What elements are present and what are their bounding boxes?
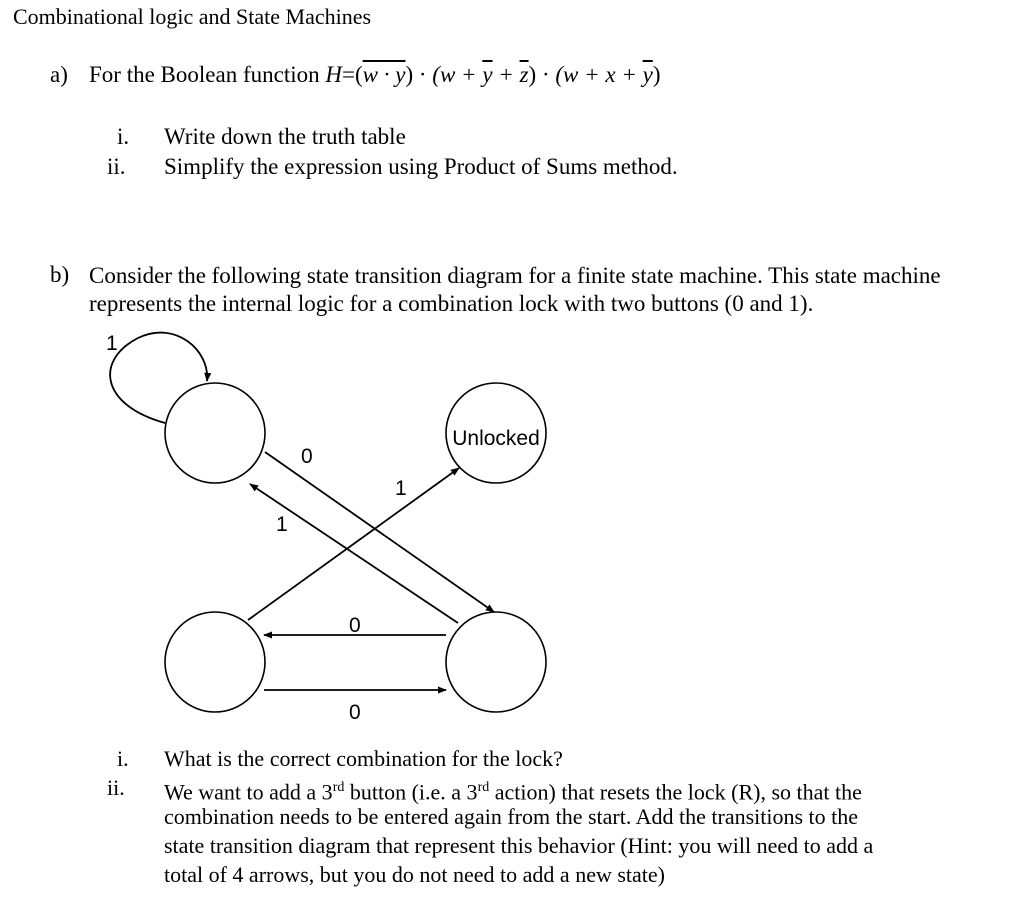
state-top-left [165,383,265,483]
item-b-ii-number: ii. [107,775,125,800]
arrow-bl-to-unlocked [248,468,459,620]
item-b-ii-part-1: We want to add a 3 [164,779,333,805]
question-a-label: a) [50,62,68,87]
state-bottom-right [446,612,546,712]
superscript-rd-1: rd [332,780,345,795]
item-a-i-number: i. [117,124,130,149]
factor-3-close: ) [652,62,661,87]
factor-1-open: ( [354,62,363,87]
question-a-intro: For the Boolean function [89,62,326,87]
bl-to-unlocked-label: 1 [395,477,407,500]
unlocked-state-label: Unlocked [452,427,540,450]
equals-sign: = [341,62,355,87]
br-to-tl-label: 1 [276,513,288,536]
item-b-ii-line-2: combination needs to be entered again from the start. Add the transitions to the [164,804,859,829]
item-b-i-number: i. [117,746,129,771]
item-b-ii-part-3: action) that resets the lock (R), so that the [489,779,862,805]
item-a-ii-text: Simplify the expression using Product of Sums method. [164,154,678,179]
item-b-ii-line-3: state transition diagram that represent this behavior (Hint: you will need to add a [164,833,874,858]
br-to-bl-label: 0 [349,614,361,637]
question-b-text: Consider the following state transition diagram for a finite state machine. This state machine represents the internal logic for a combination lock with two buttons (0 and 1). [89,263,941,316]
item-a-ii-number: ii. [107,154,126,179]
question-b-label: b) [50,262,70,287]
function-name: H [325,62,342,87]
self-loop-label: 1 [106,332,118,355]
factor-3-open: (w + x + [555,62,643,87]
factor-1-close: ) [405,62,414,87]
superscript-rd-2: rd [477,780,490,795]
section-title: Combinational logic and State Machines [13,4,372,29]
factor-2-z-bar: $\overline{z}$ [519,62,529,87]
state-bottom-left [165,612,265,712]
dot-operator-2: · [536,62,556,87]
factor-2-plus: + [492,62,520,87]
item-b-ii-part-2: button (i.e. a 3 [344,779,478,805]
factor-2-open: (w + [432,62,483,87]
factor-1-negated-product: w · y [362,62,406,87]
bl-to-br-label: 0 [349,701,361,724]
factor-3-y-bar: $\overline{y}$ [642,62,653,87]
item-b-ii-line-4: total of 4 arrows, but you do not need to add a new state) [164,862,665,887]
dot-operator: · [413,62,433,87]
factor-2-close: ) [528,62,537,87]
item-b-i-text: What is the correct combination for the lock? [164,746,563,771]
arrow-br-to-tl [250,484,458,623]
factor-2-y-bar: $\overline{y}$ [482,62,493,87]
tl-to-br-label: 0 [301,445,313,468]
arrow-tl-to-br [265,452,494,612]
item-a-i-text: Write down the truth table [164,124,406,149]
